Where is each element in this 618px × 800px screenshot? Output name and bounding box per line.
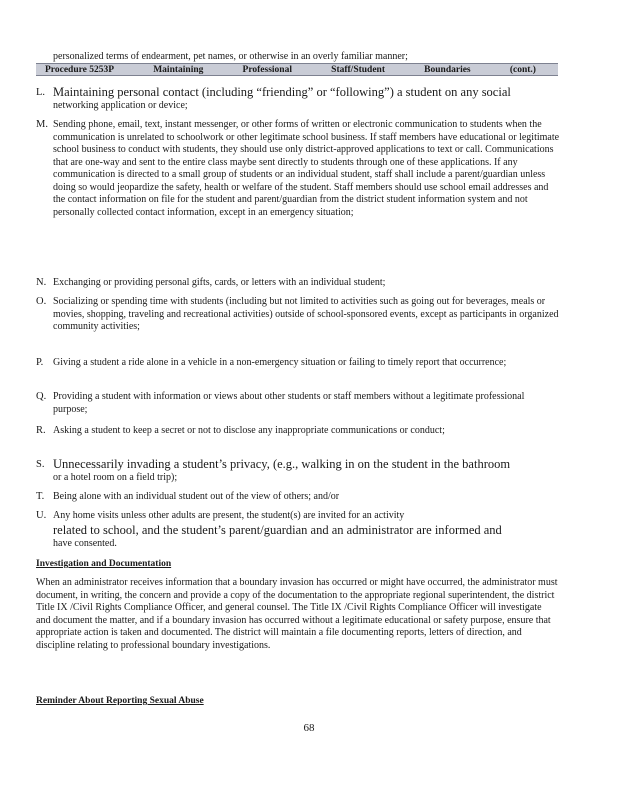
procedure-header-bar <box>36 63 558 76</box>
list-item <box>36 357 561 370</box>
header-col: Procedure 5253P <box>45 65 115 75</box>
item-text: Any home visits unless other adults are present, the student(s) are invited for an activity <box>53 510 405 521</box>
list-item <box>36 296 561 334</box>
item-text: Socializing or spending time with students (including but not limited to activities such as going out for beverages, meals or movies, shopping, traveling and recreational activities) outside of school-sponsored events, except as participants in organized community activities; <box>53 296 559 332</box>
item-letter: M. <box>36 119 48 130</box>
item-text: Asking a student to keep a secret or not to disclose any inappropriate communications or conduct; <box>53 425 445 436</box>
item-letter: P. <box>36 357 44 368</box>
item-letter: T. <box>36 491 45 502</box>
item-letter: S. <box>36 459 45 470</box>
item-letter: R. <box>36 425 46 436</box>
continued-text-line: personalized terms of endearment, pet names, or otherwise in an overly familiar manner; <box>53 51 408 62</box>
list-item <box>36 457 561 485</box>
header-col: Boundaries <box>424 65 471 75</box>
header-col: Staff/Student <box>331 65 385 75</box>
item-text: Being alone with an individual student out of the view of others; and/or <box>53 491 340 502</box>
header-col: (cont.) <box>509 65 536 75</box>
item-text: Providing a student with information or views about other students or staff members without a legitimate professional purpose; <box>53 391 525 415</box>
list-item <box>36 277 561 290</box>
item-text: Exchanging or providing personal gifts, cards, or letters with an individual student; <box>53 277 386 288</box>
item-lead: Maintaining personal contact (including “friending” or “following”) a student on any social <box>53 85 511 99</box>
list-item <box>36 425 561 438</box>
list-item <box>36 510 561 550</box>
item-letter: O. <box>36 296 47 307</box>
item-text: Giving a student a ride alone in a vehicle in a non-emergency situation or failing to timely report that occurrence; <box>53 357 507 368</box>
section-paragraph: When an administrator receives information that a boundary invasion has occurred or might have occurred, the administrator must document, in writing, the concern and provide a copy of the documentation to the appropriate regional superintendent, the district Title IX /Civil Rights Compliance Officer, and general counsel. The Title IX /Civil Rights Compliance Officer will investigate and document the matter, and if a boundary invasion has occurred without a legitimate educational or safety purpose, ensure that appropriate action is taken and documented. The district will maintain a file documenting reports, letters of direction, and discipline relating to professional boundary investigations. <box>36 577 558 651</box>
item-letter: U. <box>36 510 47 521</box>
header-col: Maintaining <box>153 65 204 75</box>
section-heading: Reminder About Reporting Sexual Abuse <box>36 696 204 706</box>
list-item <box>36 491 561 504</box>
list-item <box>36 119 561 219</box>
item-lead: Unnecessarily invading a student’s privacy, (e.g., walking in on the student in the bathroom <box>53 457 511 471</box>
item-text: or a hotel room on a field trip); <box>53 472 178 483</box>
item-text: Sending phone, email, text, instant messenger, or other forms of written or electronic communication to students when the communication is unrelated to schoolwork or other legitimate school business. If staff members have educational or legitimate school business to conduct with students, they should use only district-approved applications to text or call. Communications that are one-way and sent to the entire class maybe sent directly to students through one of these applications. If any communication is directed to a small group of students or an individual student, staff shall include a parent/guardian unless doing so would jeopardize the safety, health or welfare of the student. Staff members should use school email addresses and the contact information on file for the student and parent/guardian from the district student information system and not personally collected contact information, except in an emergency situation; <box>53 119 560 218</box>
item-lead: related to school, and the student’s parent/guardian and an administrator are informed and <box>53 522 502 537</box>
item-letter: Q. <box>36 391 47 402</box>
item-letter: N. <box>36 277 47 288</box>
list-item <box>36 391 561 416</box>
item-text: have consented. <box>53 537 117 549</box>
item-letter: L. <box>36 87 46 98</box>
header-col: Professional <box>242 65 292 75</box>
section-heading: Investigation and Documentation <box>36 559 172 569</box>
page-number: 68 <box>303 722 315 734</box>
list-item <box>36 85 561 113</box>
item-text: networking application or device; <box>53 100 188 111</box>
